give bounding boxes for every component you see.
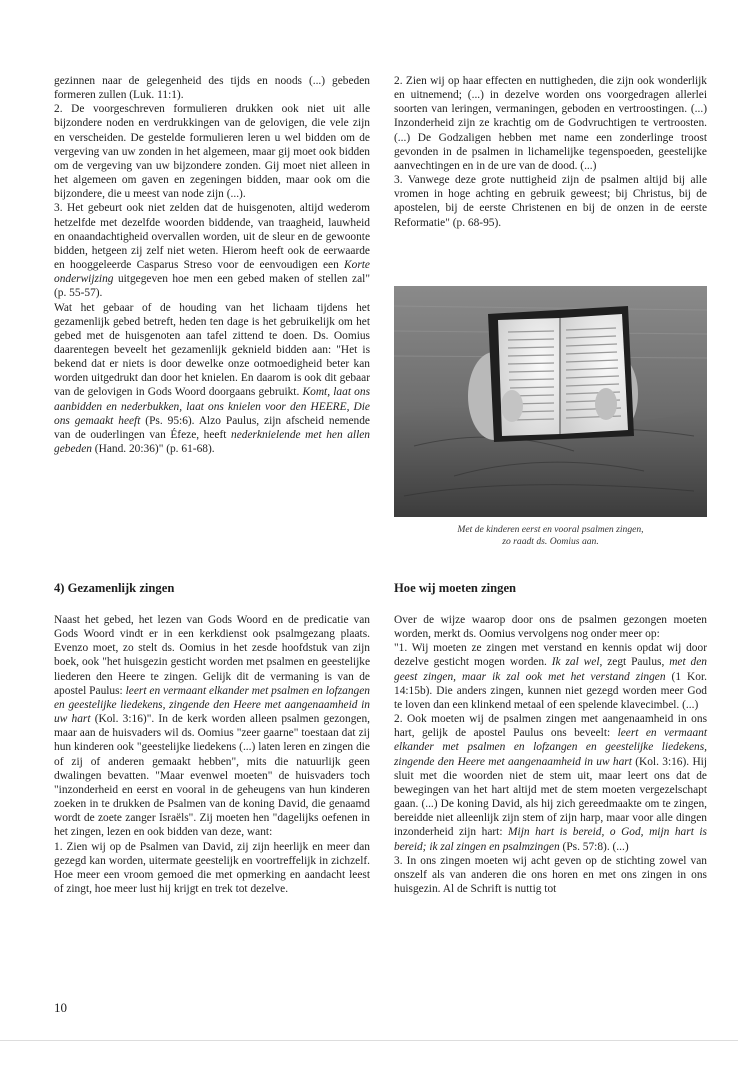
- left-bottom-column: [54, 613, 370, 896]
- paragraph: 2. Ook moeten wij de psalmen zingen met aangenaamheid in ons hart, gelijk de apostel Paulus ons beveelt: leert en vermaant elkander met psalmen en lofzangen en geestelijke liedekens, zingende den Heere met aangenaamheid in uw hart (Kol. 3:16). Hij sluit met die woorden niet de stem uit, maar leert ons dat de bewegingen van het hart altijd met de stem moeten vergezelschapt gaan. (...) De koning David, als hij zich gereedmaakte om te zingen, bereidde niet alleenlijk zijn stem of zijn harp, maar voor alle dingen inzonderheid zijn hart: Mijn hart is bereid, o God, mijn hart is bereid; ik zal zingen en psalmzingen (Ps. 57:8). (...): [394, 713, 708, 853]
- caption-line-1: Met de kinderen eerst en vooral psalmen zingen,: [457, 524, 644, 535]
- right-top-column: [394, 74, 707, 230]
- emphasis: nederknielende met hen allen gebeden: [54, 428, 370, 456]
- paragraph: 3. In ons zingen moeten wij acht geven op de stichting zowel van onszelf als van anderen die ons horen en met ons zingen in ons huisgezin. Al de Schrift is nuttig tot: [394, 854, 707, 895]
- paragraph: Naast het gebed, het lezen van Gods Woord en de predicatie van Gods Woord vindt er in een kerkdienst ook psalmgezang plaats. Evenzo moet, zo stelt ds. Oomius in het zesde hoofdstuk van zijn boek, ook "het huisgezin gesticht worden met psalmen en geestelijke liederen den Heere te zingen. Gelijk dit de vermaning is van de apostel Paulus: leert en vermaant elkander met psalmen en lofzangen en geestelijke liedekens, zingende den Heere met aangenaamheid in uw hart (Kol. 3:16)". In de kerk worden alleen psalmen gezongen, maar aan de huisvaders wil ds. Oomius "zeer gaarne" toestaan dat zij hun kinderen ook "geestelijke liedekens (...) laten leren en zingen die of zij of anderen gemaakt hebben", mits die natuurlijk geen dwalingen bevatten. "Maar evenwel moeten" de huisvaders toch "inzonderheid en eerst en vooral in de geheugens van hun kinderen zoeken in te drukken de Psalmen van de koning David, die genaamd wordt de zoete zanger Israëls". Zij moeten hen "dagelijks oefenen in het zingen, lezen en ook bidden van deze, want:: [54, 614, 370, 839]
- photo-caption: [394, 524, 707, 548]
- section-heading-gezamenlijk-zingen: 4) Gezamenlijk zingen: [54, 581, 175, 595]
- emphasis: Mijn hart is bereid, o God, mijn hart is bereid; ik zal zingen en psalmzingen: [394, 826, 707, 853]
- paragraph: 3. Het gebeurt ook niet zelden dat de huisgenoten, altijd wederom hetzelfde met dezelfde woorden biddende, van traagheid, lauwheid en onaandachtigheid overvallen worden, uit de sleur en de gewoonte bidden, hetgeen zij zelf niet weten. Hierom heeft ook de eerwaarde en hooggeleerde Casparus Streso voor de eenvoudigen een Korte onderwijzing uitgegeven hoe men een gebed maken of stellen zal" (p. 55-57).: [54, 202, 370, 300]
- paragraph: 3. Vanwege deze grote nuttigheid zijn de psalmen altijd bij alle vromen in hoge achting en gebruik geweest; bij Christus, bij de apostelen, bij de eerste Christenen en bij de onzen in de eerste Reformatie" (p. 68-95).: [394, 174, 707, 229]
- paragraph: "1. Wij moeten ze zingen met verstand en kennis opdat wij door dezelve gesticht mogen worden. Ik zal wel, zegt Paulus, met den geest zingen, maar ik zal ook met het verstand zingen (1 Kor. 14:15b). Die anders zingen, kunnen niet gezegd worden meer God te loven dan een klinkend metaal of een spelende klavecimbel. (...): [394, 642, 707, 711]
- photo-reading-bible: [394, 286, 707, 517]
- paragraph: 1. Zien wij op de Psalmen van David, zij zijn heerlijk en meer dan gezegd kan worden, uitermate geestelijk en voortreffelijk in zichzelf. Hoe meer een vroom gemoed die met opmerking en aandacht leest of zingt, hoe meer lust hij krijgt en trek tot dezelve.: [54, 840, 370, 895]
- paragraph: Over de wijze waarop door ons de psalmen gezongen moeten worden, merkt ds. Oomius vervolgens nog onder meer op:: [394, 614, 707, 641]
- footer-divider: [0, 1040, 738, 1041]
- emphasis: leert en vermaant elkander met psalmen en lofzangen en geestelijke liedekens, zingende den Heere met aangenaamheid in uw hart: [394, 727, 708, 768]
- page-number: 10: [54, 1000, 67, 1015]
- paragraph: gezinnen naar de gelegenheid des tijds en noods (...) gebeden formeren zullen (Luk. 11:1).: [54, 75, 370, 102]
- paragraph: 2. Zien wij op haar effecten en nuttigheden, die zijn ook wonderlijk en uitnemend; (...) in dezelve worden ons voorgedragen allerlei soorten van leringen, vermaningen, geboden en vertroostingen. (...) Inzonderheid zijn ze krachtig om de Godvruchtigen te vertroosten. (...) De Godzaligen hebben met name een zonderlinge troost gevonden in de psalmen in lichamelijke tegenspoeden, geestelijke aanvechtingen en in de ure van de dood. (...): [394, 75, 707, 172]
- right-bottom-column: [394, 613, 707, 896]
- emphasis: Komt, laat ons aanbidden en nederbukken, laat ons knielen voor den HEERE, Die ons gemaakt heeft: [54, 386, 370, 427]
- emphasis: Ik zal wel,: [551, 656, 603, 669]
- paragraph: Wat het gebaar of de houding van het lichaam tijdens het gezamenlijk gebed betreft, heden ten dage is het gebruikelijk om het gebed met de huisgenoten aan tafel zittend te doen. Ds. Oomius daarentegen beveelt het gezamenlijk geknield bidden aan: "Het is bekend dat er niets is door dewelke onze ootmoedigheid beter kan worden uitgedrukt dan door het knielen. En daarom is ook dit gebaar van de gelovigen in Gods Woord doorgaans gebruikt. Komt, laat ons aanbidden en nederbukken, laat ons knielen voor den HEERE, Die ons gemaakt heeft (Ps. 95:6). Alzo Paulus, zijn afscheid nemende van de ouderlingen van Éfeze, heeft nederknielende met hen allen gebeden (Hand. 20:36)" (p. 61-68).: [54, 301, 370, 456]
- emphasis: met den geest zingen, maar ik zal ook met het verstand zingen: [394, 656, 707, 683]
- section-heading-hoe-wij-moeten-zingen: Hoe wij moeten zingen: [394, 581, 517, 595]
- paragraph: 2. De voorgeschreven formulieren drukken ook niet uit alle bijzondere noden en verdrukkingen van de gelovigen, die vele zijn en verscheiden. De gestelde formulieren leren u wel bidden om de vergeving van uw zonden in het algemeen, maar gij moet ook bidden om de vergeving van uw bijzondere zonden. Gij moet niet alleen in het algemeen om gaven en zegeningen bidden, maar ook om die bijzondere, die u meest van node zijn (...).: [54, 103, 370, 201]
- emphasis: Korte onderwijzing: [54, 259, 370, 286]
- left-top-column: [54, 74, 370, 456]
- emphasis: leert en vermaant elkander met psalmen en lofzangen en geestelijke liedekens, zingende den Heere met aangenaamheid in uw hart: [54, 684, 370, 726]
- caption-line-2: zo raadt ds. Oomius aan.: [502, 536, 599, 547]
